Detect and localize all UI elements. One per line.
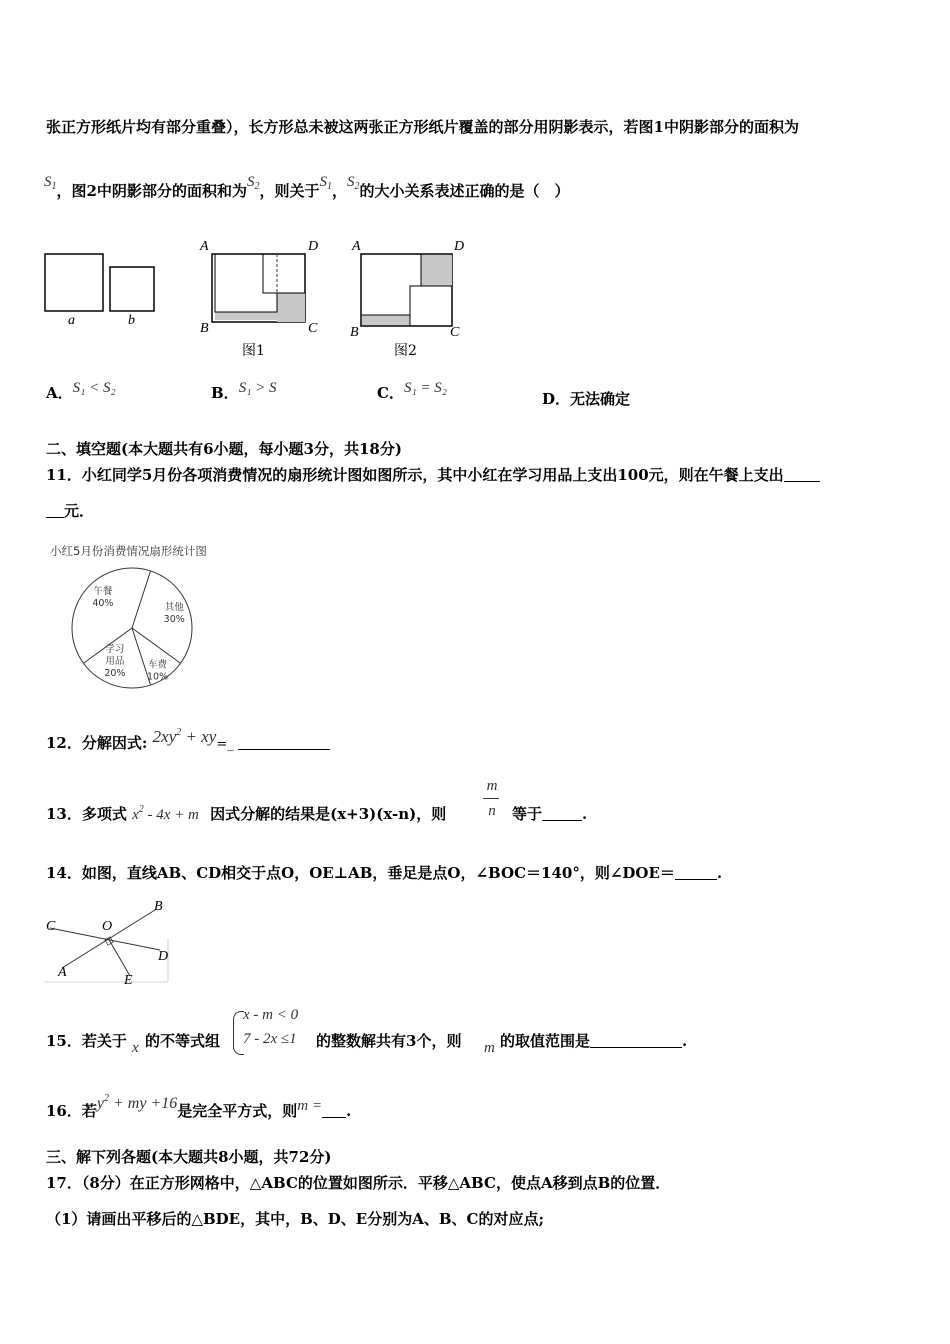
q12-expr: $2xy^2$ + xy: [152, 727, 217, 746]
q15-var-m: m: [484, 1040, 495, 1056]
q15-mid2: 的整数解共有3个，则: [316, 1032, 462, 1050]
q14: 14．如图，直线AB、CD相交于点O，OE⊥AB，垂足是点O，∠BOC＝140°，则∠DOE＝ .: [46, 864, 723, 882]
q15-blank[interactable]: [590, 1033, 682, 1048]
fig2-B: B: [350, 325, 359, 340]
q13-frac-den: n: [488, 803, 496, 819]
q13-frac-num: m: [486, 778, 498, 794]
s1-symbol-2: $S_1$: [319, 174, 332, 192]
s2-symbol: $S_2$: [246, 174, 260, 192]
section3-title: 三、解下列各题(本大题共8小题，共72分): [46, 1148, 332, 1166]
q17-line1: 17．（8分）在正方形网格中，△ABC的位置如图所示．平移△ABC，使点A移到点B的位置．: [46, 1174, 671, 1192]
figure-2: [350, 239, 464, 340]
chart-title: 小红5月份消费情况扇形统计图: [50, 544, 207, 558]
fig2-shade-bottom: [362, 315, 410, 325]
pie-label-2-1: 10%: [146, 671, 169, 683]
pie-label-1-0: 其他: [164, 601, 184, 613]
q10-mid2: ，则关于: [259, 182, 320, 200]
q14-E: E: [124, 973, 133, 988]
q14-figure: [40, 898, 175, 988]
q13-poly: $x^2 - 4x + m$: [132, 804, 199, 823]
q16-blank[interactable]: [322, 1103, 346, 1118]
fig2-A: A: [352, 239, 361, 254]
q15-ineq2: 7 - 2x ≤1: [243, 1031, 297, 1047]
fig1-B: B: [200, 321, 209, 336]
q10-comma: ，: [331, 182, 347, 200]
q10-line1: 张正方形纸片均有部分重叠），长方形总未被这两张正方形纸片覆盖的部分用阴影表示，若图1中阴影部分的面积为: [46, 118, 799, 136]
q15-mid: 的不等式组: [145, 1032, 221, 1050]
q15-system: [233, 1007, 317, 1055]
fig2-C: C: [450, 325, 460, 340]
pie-chart: [70, 562, 210, 694]
pie-label-3-1: 用品: [105, 656, 125, 668]
fig2-D: D: [454, 239, 465, 254]
q13: 13．多项式 $x^2 - 4x + m$ 因式分解的结果是(x+3)(x-n)，则: [46, 804, 447, 823]
q14-D: D: [158, 949, 169, 964]
q15-prefix: 15．若关于: [46, 1032, 127, 1050]
label-a: a: [68, 313, 75, 328]
q15-var-x: x: [132, 1040, 139, 1056]
q13-frac-bar: [483, 798, 499, 799]
q14-C: C: [46, 919, 56, 934]
pie-label-0-1: 40%: [92, 597, 114, 609]
s1-symbol: $S_1$: [44, 174, 57, 192]
option-c[interactable]: C．S₁ = S₂: [377, 380, 448, 402]
q10-mid1: ，图2中阴影部分的面积和为: [56, 182, 247, 200]
q15-end: 的取值范围是 .: [500, 1032, 688, 1050]
q11-blank-a[interactable]: [784, 467, 820, 482]
q15-ineq1: x - m < 0: [243, 1007, 299, 1023]
q11-line2: 元．: [46, 500, 94, 521]
option-a[interactable]: A．S₁ < S₂: [46, 380, 116, 402]
s2-symbol-2: $S_2$: [346, 174, 360, 192]
fig2-shade-corner: [421, 255, 452, 286]
q14-blank[interactable]: [675, 865, 717, 880]
fig1-C: C: [308, 321, 318, 336]
pie-label-3-0: 学习: [105, 644, 125, 656]
pie-label-0-0: 午餐: [93, 585, 113, 597]
q11-line1: 11．小红同学5月份各项消费情况的扇形统计图如图所示，其中小红在学习用品上支出100元，则在午餐上支出: [46, 464, 820, 485]
q12: 12．分解因式: $2xy^2$ + xy=_: [46, 732, 330, 753]
q14-A: A: [58, 965, 67, 980]
q11-blank-b[interactable]: [46, 503, 64, 518]
q13-end: 等于 .: [512, 805, 588, 823]
fig1-A: A: [200, 239, 209, 254]
q16: 16．若$y^2$ + my +16是完全平方式，则m = .: [46, 1093, 352, 1120]
q10-end: 的大小关系表述正确的是（ ）: [359, 182, 570, 200]
section2-title: 二、填空题(本大题共有6小题，每小题3分，共18分): [46, 440, 402, 458]
q17-line2: （1）请画出平移后的△BDE，其中，B、D、E分别为A、B、C的对应点;: [46, 1210, 545, 1228]
q14-O: O: [102, 919, 113, 934]
pie-label-2-0: 车费: [148, 659, 168, 671]
q16-expr: $y^2$ + my +16: [96, 1093, 178, 1112]
figure-1: [199, 239, 318, 336]
option-d[interactable]: D．无法确定: [542, 390, 631, 408]
fig2-caption: 图2: [394, 343, 417, 359]
fig1-D: D: [308, 239, 319, 254]
q10-line2: [44, 174, 570, 202]
fig1-shade-corner: [277, 293, 305, 322]
q12-blank[interactable]: [238, 735, 330, 750]
square-a: [45, 254, 103, 311]
square-b: [110, 267, 154, 311]
pie-label-3-2: 20%: [104, 668, 126, 680]
label-b: b: [128, 313, 135, 328]
fig1-caption: 图1: [242, 343, 265, 359]
q14-B: B: [154, 899, 163, 914]
q13-blank[interactable]: [542, 806, 582, 821]
q16-m-eq: m =: [297, 1098, 322, 1114]
option-b[interactable]: B．S₁ > S: [211, 380, 277, 402]
pie-label-1-1: 30%: [163, 613, 185, 625]
